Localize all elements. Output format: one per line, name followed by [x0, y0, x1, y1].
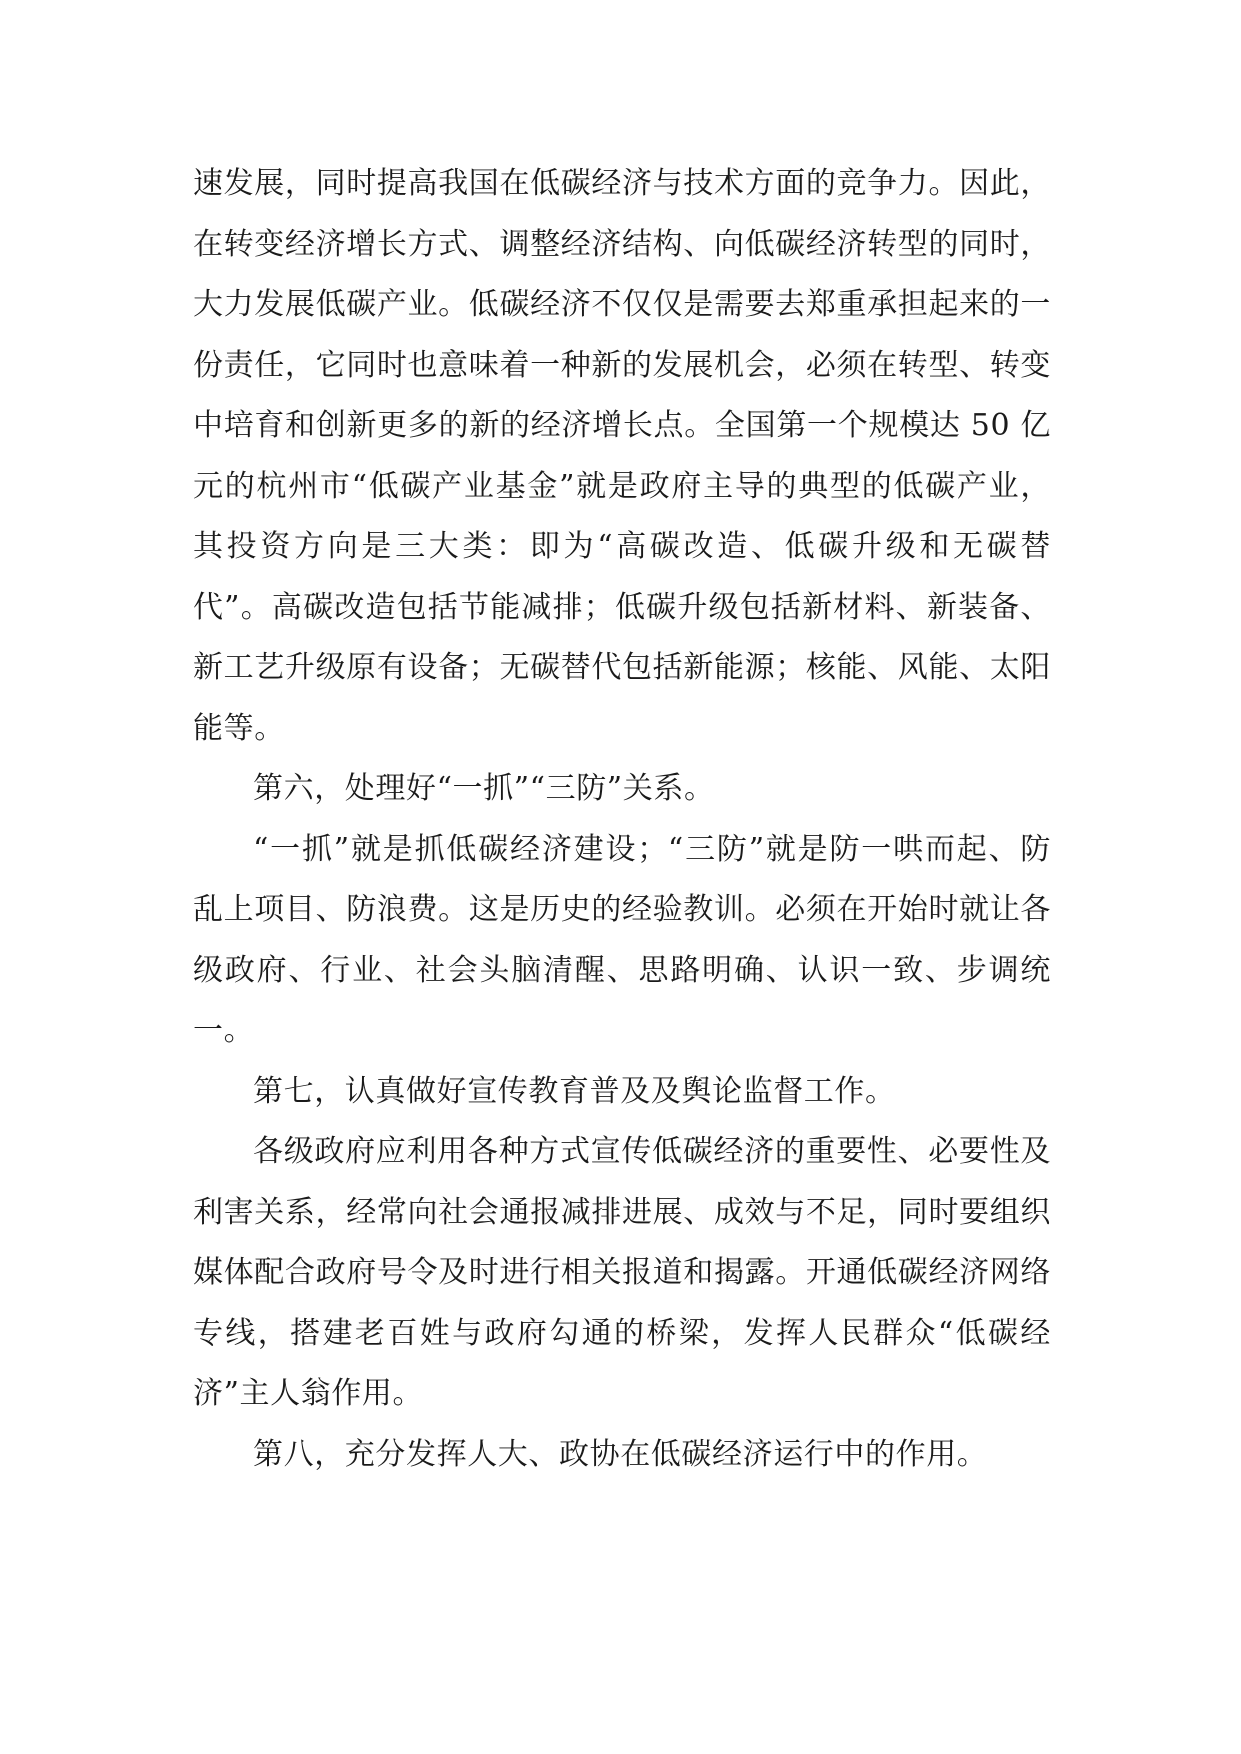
- paragraph-heading-eighth: 第八，充分发挥人大、政协在低碳经济运行中的作用。: [253, 1436, 988, 1472]
- document-body: [193, 154, 1051, 1485]
- paragraph-heading-seventh: 第七，认真做好宣传教育普及及舆论监督工作。: [253, 1073, 896, 1109]
- paragraph-publicity-education: 各级政府应利用各种方式宣传低碳经济的重要性、必要性及利害关系，经常向社会通报减排进展、成效与不足，同时要组织媒体配合政府号令及时进行相关报道和揭露。开通低碳经济网络专线，搭建老百姓与政府勾通的桥梁，发挥人民群众“低碳经济”主人翁作用。: [193, 1134, 1051, 1411]
- paragraph-low-carbon-industry: 速发展，同时提高我国在低碳经济与技术方面的竞争力。因此，在转变经济增长方式、调整经济结构、向低碳经济转型的同时，大力发展低碳产业。低碳经济不仅仅是需要去郑重承担起来的一份责任，它同时也意味着一种新的发展机会，必须在转型、转变中培育和创新更多的新的经济增长点。全国第一个规模达 50 亿元的杭州市“低碳产业基金”就是政府主导的典型的低碳产业，其投资方向是三大类：即为“高碳改造、低碳升级和无碳替代”。高碳改造包括节能减排；低碳升级包括新材料、新装备、新工艺升级原有设备；无碳替代包括新能源；核能、风能、太阳能等。: [193, 166, 1051, 746]
- paragraph-heading-sixth: 第六，处理好“一抓”“三防”关系。: [253, 771, 715, 806]
- paragraph-one-grasp-three-prevent: “一抓”就是抓低碳经济建设；“三防”就是防一哄而起、防乱上项目、防浪费。这是历史的经验教训。必须在开始时就让各级政府、行业、社会头脑清醒、思路明确、认识一致、步调统一。: [193, 831, 1051, 1048]
